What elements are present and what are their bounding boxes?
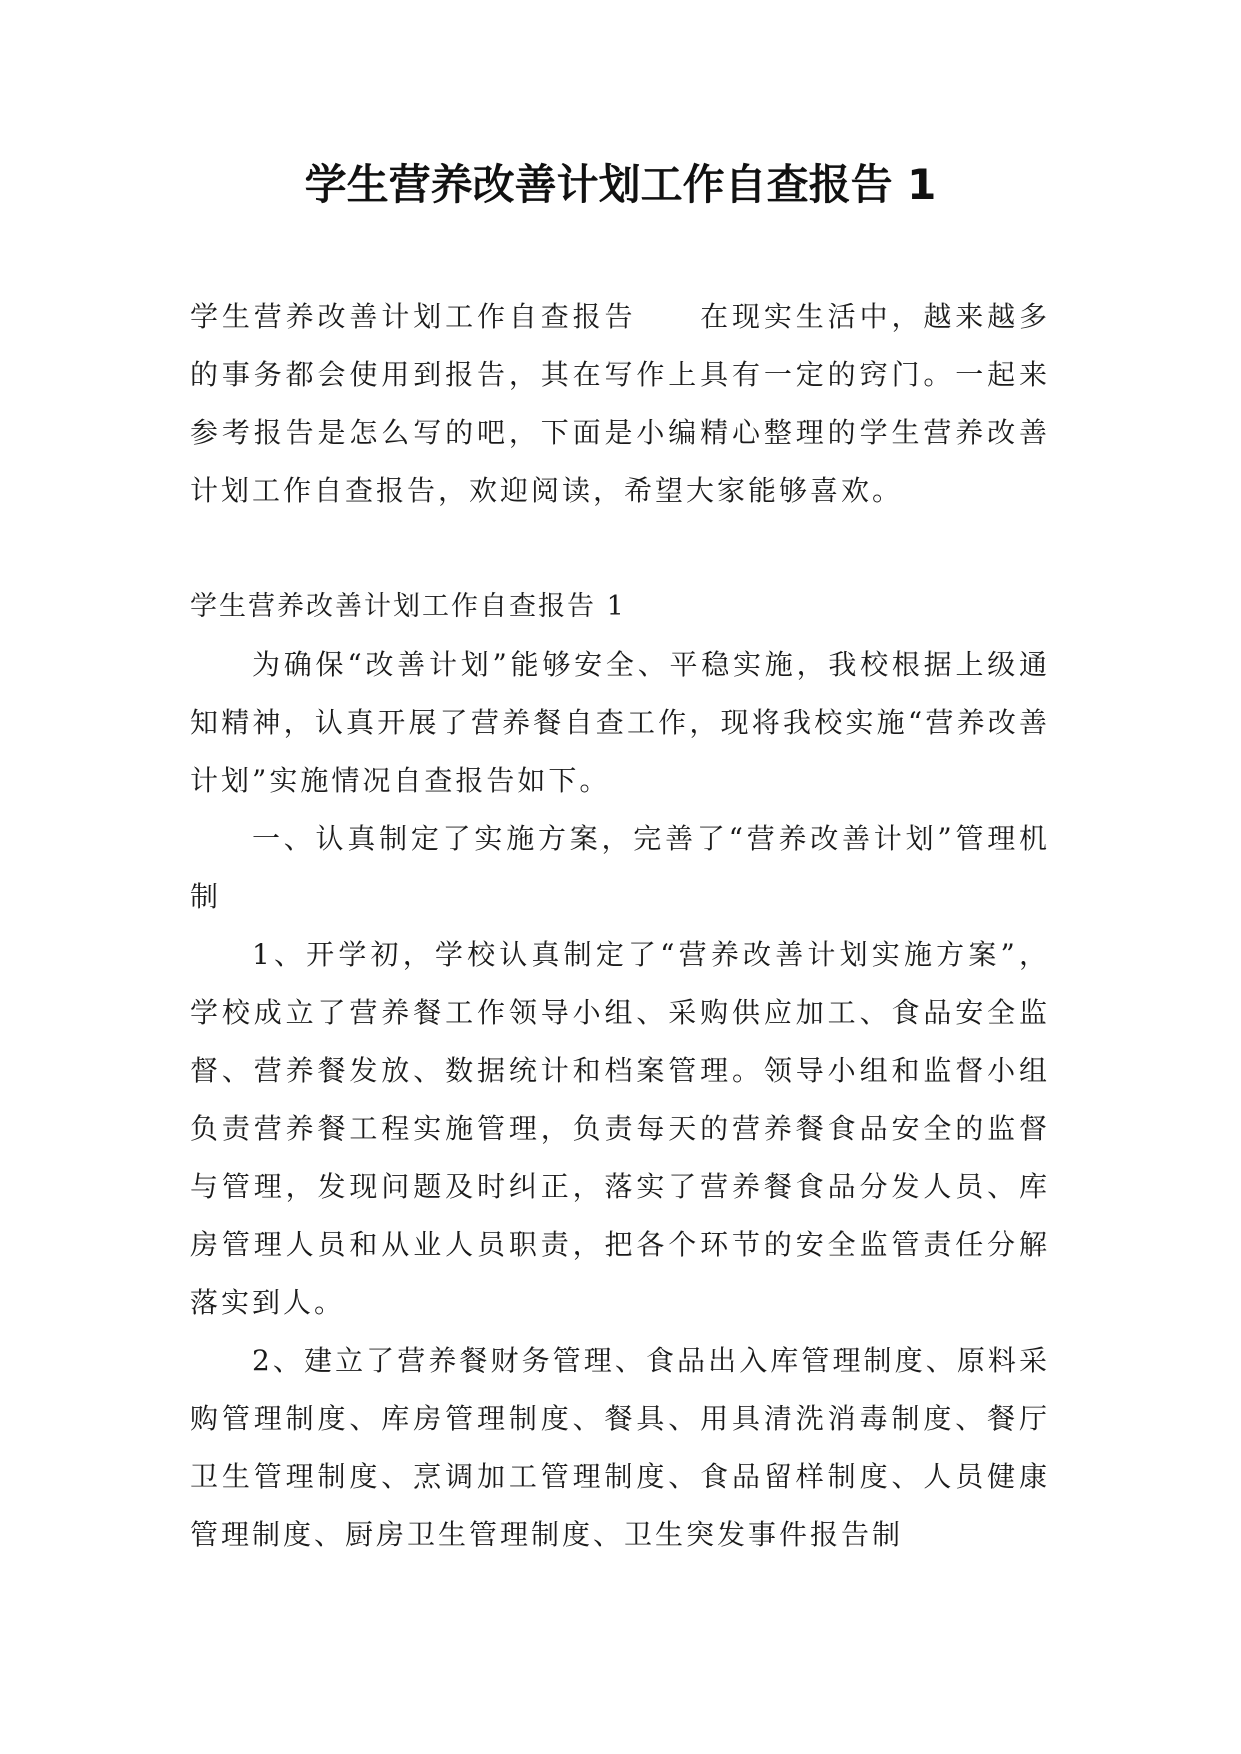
section-heading: 学生营养改善计划工作自查报告 1	[190, 591, 626, 622]
body-paragraph-1: 为确保“改善计划”能够安全、平稳实施，我校根据上级通知精神，认真开展了营养餐自查工作，现将我校实施“营养改善计划”实施情况自查报告如下。	[190, 648, 1050, 797]
intro-paragraph: 学生营养改善计划工作自查报告 在现实生活中，越来越多的事务都会使用到报告，其在写作上具有一定的窍门。一起来参考报告是怎么写的吧，下面是小编精心整理的学生营养改善计划工作自查报告，欢迎阅读，希望大家能够喜欢。	[190, 300, 1050, 507]
document-title: 学生营养改善计划工作自查报告 1	[304, 160, 937, 209]
body-paragraph-3: 1、开学初，学校认真制定了“营养改善计划实施方案”，学校成立了营养餐工作领导小组、采购供应加工、食品安全监督、营养餐发放、数据统计和档案管理。领导小组和监督小组负责营养餐工程实施管理，负责每天的营养餐食品安全的监督与管理，发现问题及时纠正，落实了营养餐食品分发人员、库房管理人员和从业人员职责，把各个环节的安全监管责任分解落实到人。	[190, 938, 1050, 1319]
document-body	[190, 288, 1050, 1564]
body-paragraph-2: 一、认真制定了实施方案，完善了“营养改善计划”管理机制	[190, 822, 1050, 913]
body-paragraph-4: 2、建立了营养餐财务管理、食品出入库管理制度、原料采购管理制度、库房管理制度、餐具、用具清洗消毒制度、餐厅卫生管理制度、烹调加工管理制度、食品留样制度、人员健康管理制度、厨房卫生管理制度、卫生突发事件报告制	[190, 1344, 1050, 1551]
paragraph-gap	[190, 520, 1050, 578]
